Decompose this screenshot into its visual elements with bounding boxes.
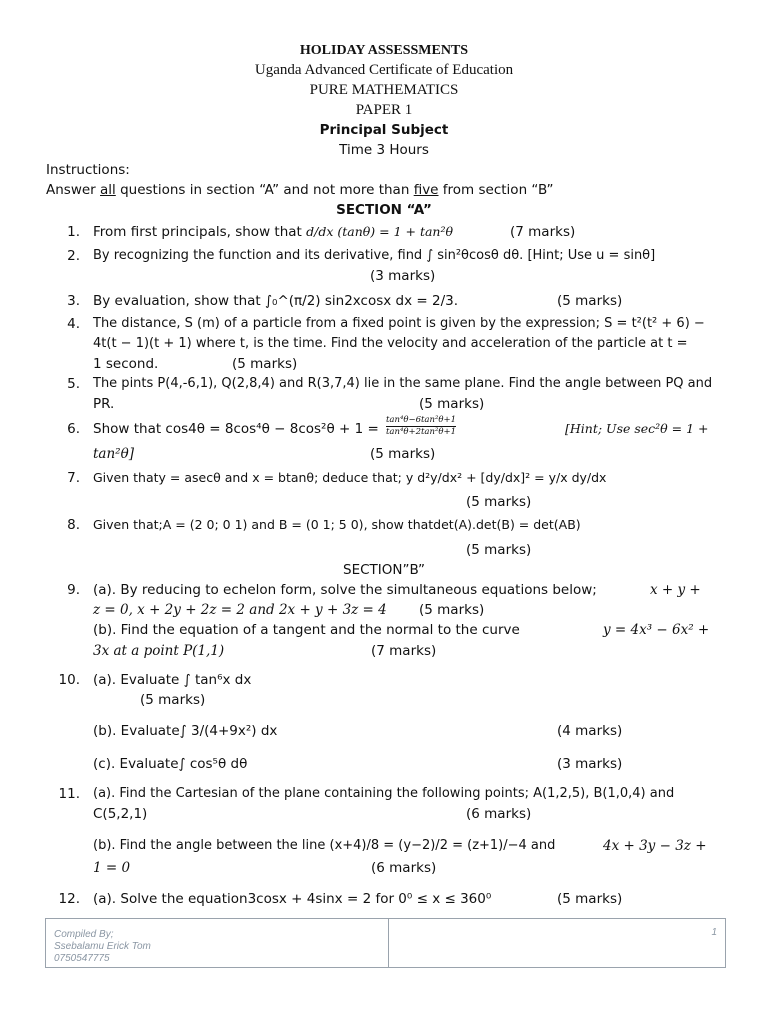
question-number: 1. bbox=[67, 224, 80, 240]
question-6-fraction: tan⁴θ−6tan²θ+1 tan⁴θ+2tan²θ+1 bbox=[386, 415, 457, 437]
footer-page-number: 1 bbox=[711, 927, 717, 938]
question-5-line-1: The pints P(4,-6,1), Q(2,8,4) and R(3,7,4) lie in the same plane. Find the angle between PQ and bbox=[93, 376, 713, 391]
question-3-marks: (5 marks) bbox=[557, 293, 623, 309]
question-7-text: Given thaty = asecθ and x = btanθ; deduce that; y d²y/dx² + [dy/dx]² = y/x dy/dx bbox=[93, 470, 607, 485]
question-8-text: Given that;A = (2 0; 0 1) and B = (0 1; 5 0), show thatdet(A).det(B) = det(AB) bbox=[93, 517, 581, 532]
section-b-heading: SECTION”B” bbox=[343, 562, 425, 578]
question-6-hint: [Hint; Use sec²θ = 1 + bbox=[565, 421, 709, 436]
question-11a-line-2: C(5,2,1) bbox=[93, 806, 148, 822]
question-11b-line-1: (b). Find the angle between the line (x+4)/8 = (y−2)/2 = (z+1)/−4 and bbox=[93, 838, 556, 853]
page-footer bbox=[45, 918, 726, 968]
question-11b-marks: (6 marks) bbox=[371, 860, 437, 876]
question-9b-line-1: (b). Find the equation of a tangent and the normal to the curve bbox=[93, 622, 520, 638]
question-number: 7. bbox=[67, 470, 80, 486]
footer-author-name: Ssebalamu Erick Tom bbox=[54, 941, 151, 952]
question-4-marks: (5 marks) bbox=[232, 356, 298, 372]
question-1-text: From first principals, show that d/dx (tanθ) = 1 + tan²θ bbox=[93, 224, 454, 240]
question-12-marks: (5 marks) bbox=[557, 891, 623, 907]
question-10b-text: (b). Evaluate∫ 3/(4+9x²) dx bbox=[93, 723, 278, 739]
question-9a-line-1-right: x + y + bbox=[650, 582, 701, 598]
question-11b-line-1-right: 4x + 3y − 3z + bbox=[603, 838, 707, 854]
question-9a-line-1: (a). By reducing to echelon form, solve the simultaneous equations below; bbox=[93, 582, 597, 598]
question-10c-marks: (3 marks) bbox=[557, 756, 623, 772]
question-6-text: Show that cos4θ = 8cos⁴θ − 8cos²θ + 1 = bbox=[93, 421, 379, 437]
question-12-text: (a). Solve the equation3cosx + 4sinx = 2 for 0⁰ ≤ x ≤ 360⁰ bbox=[93, 891, 492, 907]
instructions-label: Instructions: bbox=[46, 162, 130, 178]
question-5-marks: (5 marks) bbox=[419, 396, 485, 412]
question-4-line-3: 1 second. bbox=[93, 356, 159, 372]
footer-phone: 0750547775 bbox=[54, 953, 110, 964]
question-2-marks: (3 marks) bbox=[370, 268, 436, 284]
paper-number: PAPER 1 bbox=[355, 102, 413, 118]
assessment-title: HOLIDAY ASSESSMENTS bbox=[299, 43, 469, 58]
question-4-line-2: 4t(t − 1)(t + 1) where t, is the time. Find the velocity and acceleration of the particle at t = bbox=[93, 336, 688, 351]
question-number: 11. bbox=[58, 786, 80, 802]
question-number: 3. bbox=[67, 293, 80, 309]
footer-divider bbox=[388, 919, 389, 967]
question-9b-line-2: 3x at a point P(1,1) bbox=[93, 643, 225, 659]
question-11b-line-2: 1 = 0 bbox=[93, 860, 131, 876]
question-number: 12. bbox=[58, 891, 80, 907]
question-9b-line-1-right: y = 4x³ − 6x² + bbox=[603, 622, 710, 638]
instructions-text: Answer all questions in section “A” and not more than five from section “B” bbox=[46, 182, 554, 198]
question-2-text: By recognizing the function and its derivative, find ∫ sin²θcosθ dθ. [Hint; Use u = sinθ] bbox=[93, 248, 656, 263]
question-6-line-2: tan²θ] bbox=[93, 446, 134, 462]
time-allowed: Time 3 Hours bbox=[339, 142, 429, 158]
section-a-heading: SECTION “A” bbox=[336, 202, 432, 218]
question-3-text: By evaluation, show that ∫₀^(π/2) sin2xcosx dx = 2/3. bbox=[93, 293, 459, 309]
question-11a-line-1: (a). Find the Cartesian of the plane containing the following points; A(1,2,5), B(1,0,4) and bbox=[93, 786, 675, 801]
question-number: 2. bbox=[67, 248, 80, 264]
question-number: 10. bbox=[58, 672, 80, 688]
question-7-marks: (5 marks) bbox=[466, 494, 532, 510]
question-9b-marks: (7 marks) bbox=[371, 643, 437, 659]
question-10a-text: (a). Evaluate ∫ tan⁶x dx bbox=[93, 672, 252, 688]
question-number: 9. bbox=[67, 582, 80, 598]
footer-compiled-by: Compiled By; bbox=[54, 929, 114, 940]
question-number: 4. bbox=[67, 316, 80, 332]
question-4-line-1: The distance, S (m) of a particle from a fixed point is given by the expression; S = t²(t² + 6) − bbox=[93, 316, 705, 331]
question-number: 6. bbox=[67, 421, 80, 437]
question-8-marks: (5 marks) bbox=[466, 542, 532, 558]
question-10a-marks: (5 marks) bbox=[140, 692, 206, 708]
question-11a-marks: (6 marks) bbox=[466, 806, 532, 822]
question-9a-line-2: z = 0, x + 2y + 2z = 2 and 2x + y + 3z = 4 bbox=[93, 602, 387, 618]
question-9a-marks: (5 marks) bbox=[419, 602, 485, 618]
question-5-line-2: PR. bbox=[93, 396, 115, 412]
question-number: 5. bbox=[67, 376, 80, 392]
question-10c-text: (c). Evaluate∫ cos⁵θ dθ bbox=[93, 756, 248, 772]
exam-board: Uganda Advanced Certificate of Education bbox=[254, 62, 514, 78]
question-number: 8. bbox=[67, 517, 80, 533]
question-1-marks: (7 marks) bbox=[510, 224, 576, 240]
subject-level: Principal Subject bbox=[319, 122, 449, 138]
subject-name: PURE MATHEMATICS bbox=[309, 82, 459, 98]
question-10b-marks: (4 marks) bbox=[557, 723, 623, 739]
question-6-marks: (5 marks) bbox=[370, 446, 436, 462]
